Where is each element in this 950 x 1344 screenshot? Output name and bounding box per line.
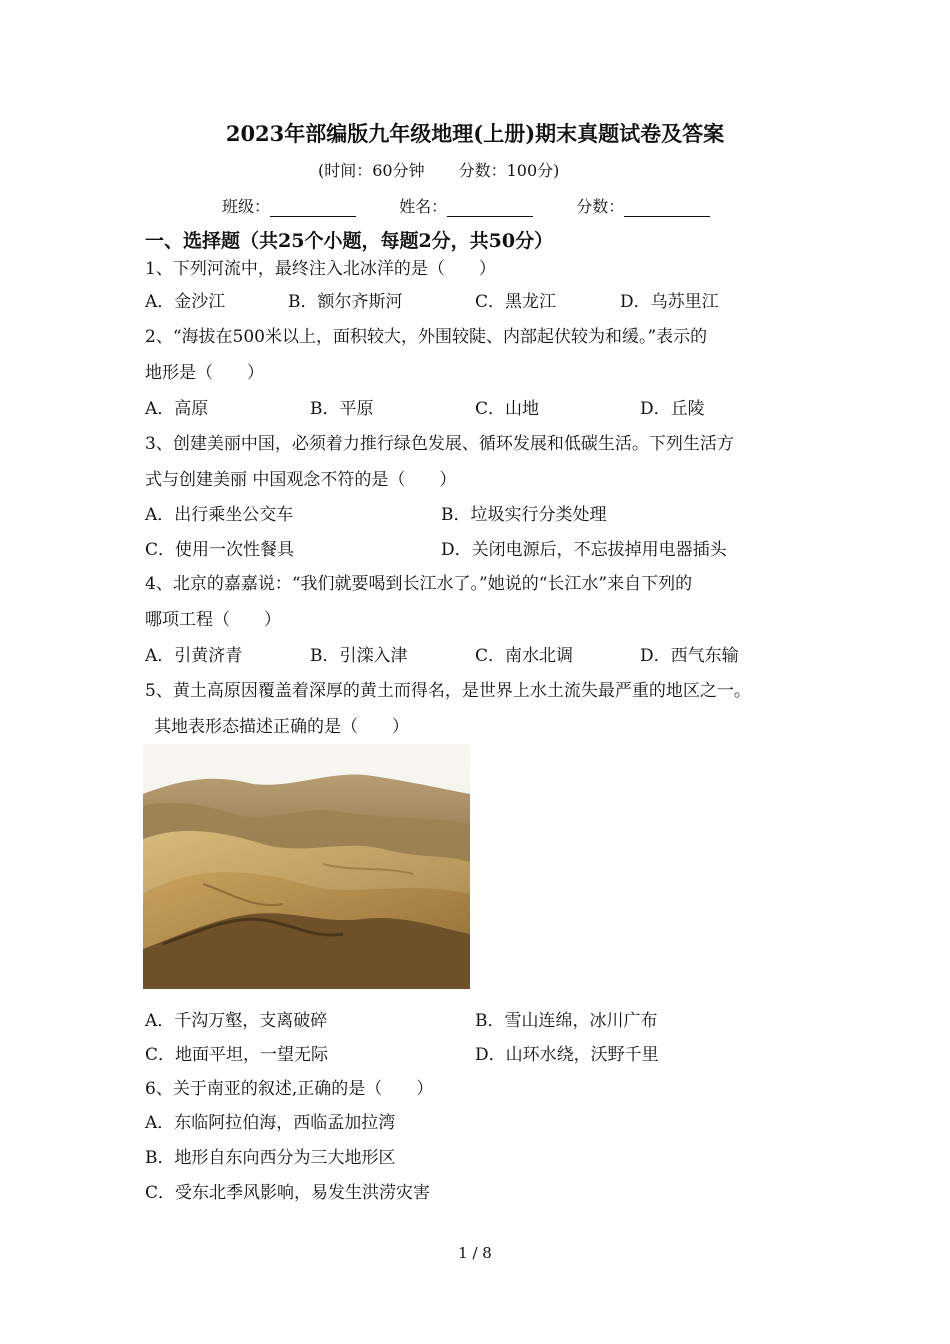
q4-stem-line1: 4、北京的嘉嘉说：“我们就要喝到长江水了。”她说的“长江水”来自下列的	[145, 574, 693, 594]
q2-option-d: D．丘陵	[640, 399, 705, 419]
exam-time: (时间：60分钟	[318, 161, 425, 180]
q1-option-a: A．金沙江	[145, 292, 226, 312]
q2-option-a: A．高原	[145, 399, 209, 419]
class-blank	[270, 200, 356, 217]
q5-option-c: C．地面平坦，一望无际	[145, 1045, 329, 1065]
page-number: 1 / 8	[458, 1244, 492, 1262]
q5-option-a: A．千沟万壑，支离破碎	[145, 1011, 328, 1031]
q4-option-b: B．引滦入津	[310, 646, 408, 666]
q2-stem-line1: 2、“海拔在500米以上，面积较大，外围较陡、内部起伏较为和缓。”表示的	[145, 327, 708, 347]
q1-option-b: B．额尔齐斯河	[288, 292, 403, 312]
q6-option-b: B．地形自东向西分为三大地形区	[145, 1148, 396, 1168]
section-heading: 一、选择题（共25个小题，每题2分，共50分）	[145, 230, 554, 252]
q4-option-d: D．西气东输	[640, 646, 739, 666]
q3-stem-line1: 3、创建美丽中国，必须着力推行绿色发展、循环发展和低碳生活。下列生活方	[145, 434, 734, 454]
loess-plateau-photo	[143, 744, 470, 989]
q1-option-c: C．黑龙江	[475, 292, 557, 312]
score-field: 分数：	[576, 194, 710, 217]
q3-option-a: A．出行乘坐公交车	[145, 505, 294, 525]
q3-option-b: B．垃圾实行分类处理	[441, 505, 607, 525]
page-title: 2023年部编版九年级地理(上册)期末真题试卷及答案	[225, 121, 725, 146]
q4-stem-line2: 哪项工程（ ）	[145, 610, 281, 630]
q6-stem: 6、关于南亚的叙述,正确的是（ ）	[145, 1079, 434, 1099]
q5-option-d: D．山环水绕，沃野千里	[475, 1045, 659, 1065]
q5-option-b: B．雪山连绵，冰川广布	[475, 1011, 658, 1031]
q2-option-b: B．平原	[310, 399, 374, 419]
q6-option-a: A．东临阿拉伯海，西临孟加拉湾	[145, 1113, 396, 1133]
q5-stem-line2: 其地表形态描述正确的是（ ）	[154, 717, 409, 737]
q2-option-c: C．山地	[475, 399, 540, 419]
q3-option-c: C．使用一次性餐具	[145, 540, 295, 560]
exam-info	[318, 158, 593, 181]
name-field: 姓名：	[399, 194, 533, 217]
exam-score: 分数：100分)	[458, 161, 560, 180]
q6-option-c: C．受东北季风影响，易发生洪涝灾害	[145, 1183, 431, 1203]
q2-stem-line2: 地形是（ ）	[145, 363, 264, 383]
q4-option-c: C．南水北调	[475, 646, 574, 666]
student-fields	[222, 194, 748, 217]
class-field: 班级：	[222, 194, 356, 217]
q4-option-a: A．引黄济青	[145, 646, 243, 666]
q1-stem: 1、下列河流中，最终注入北冰洋的是（ ）	[145, 259, 496, 279]
score-blank	[624, 200, 710, 217]
q5-stem-line1: 5、黄土高原因覆盖着深厚的黄土而得名，是世界上水土流失最严重的地区之一。	[145, 681, 751, 701]
q3-option-d: D．关闭电源后，不忘拔掉用电器插头	[441, 540, 727, 560]
q1-option-d: D．乌苏里江	[620, 292, 719, 312]
name-blank	[447, 200, 533, 217]
q3-stem-line2: 式与创建美丽 中国观念不符的是（ ）	[145, 470, 457, 490]
